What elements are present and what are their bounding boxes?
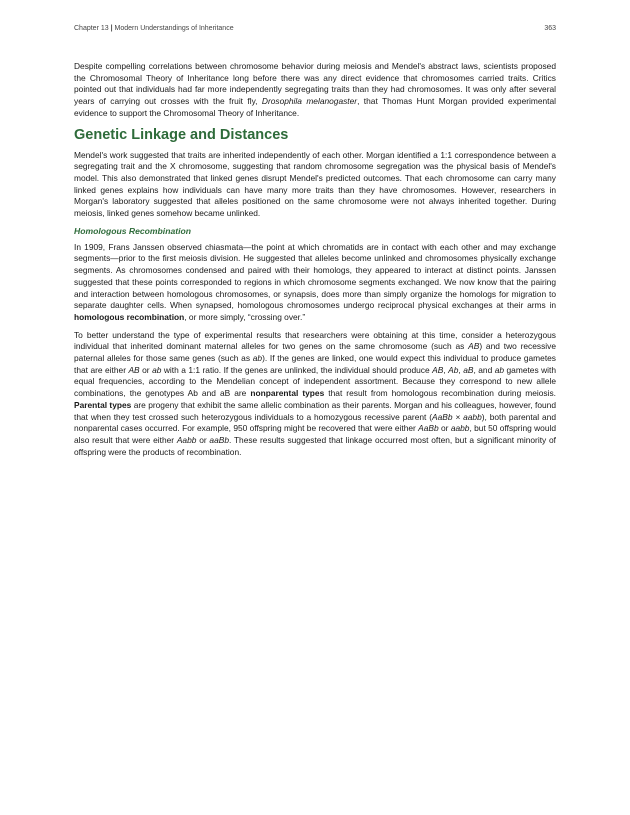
genotype: AB bbox=[128, 364, 140, 375]
genotype: ab bbox=[494, 364, 505, 375]
page-content bbox=[74, 61, 556, 464]
experimental-results-paragraph: To better understand the type of experimental results that researchers were obtaining at this time, consider a heterozygous individual that inherited dominant maternal alleles for two genes on the same chromosome (such as AB) and two recessive paternal alleles for those same genes (such as ab). If the genes are linked, one would expect this individual to produce gametes that are either AB or ab with a 1:1 ratio. If the genes are unlinked, the individual should produce AB, Ab, aB, and ab gametes with equal frequencies, according to the Mendelian concept of independent assortment. Because they correspond to new allele combinations, the genotypes Ab and aB are nonparental types that result from homologous recombination during meiosis. Parental types are progeny that exhibit the same allelic combination as their parents. Morgan and his colleagues, however, found that when they test crossed such heterozygous individuals to a homozygous recessive parent (AaBb × aabb), both parental and nonparental cases occurred. For example, 950 offspring might be recovered that were either AaBb or aabb, but 50 offspring would also result that were either Aabb or aaBb. These results suggested that linkage occurred most often, but a significant minority of offspring were the products of recombination. bbox=[74, 329, 557, 457]
page-number: 363 bbox=[544, 25, 556, 32]
genotype: AB bbox=[468, 341, 480, 352]
key-term-parental-types: Parental types bbox=[74, 399, 132, 410]
linkage-paragraph: Mendel's work suggested that traits are inherited independently of each other. Morgan identified a 1:1 correspondence between a segregating trait and the X chromosome, suggesting that random chromosome segregation was the physical basis of Mendel's model. This also demonstrated that linked genes disrupt Mendel's predicted outcomes. That each chromosome can carry many linked genes explains how individuals can have many more traits than they have chromosomes. However, researchers in Morgan's laboratory suggested that alleles positioned on the same chromosome were not always inherited together. During meiosis, linked genes somehow became unlinked. bbox=[74, 149, 556, 219]
running-header bbox=[74, 25, 556, 37]
test-cross: AaBb × aabb bbox=[432, 411, 482, 422]
intro-paragraph: Despite compelling correlations between chromosome behavior during meiosis and Mendel's abstract laws, scientists proposed the Chromosomal Theory of Inheritance long before there was any direct evidence that chromosomes carried traits. Critics pointed out that individuals had far more independently segregating traits than they had chromosomes. It was only after several years of carrying out crosses with the fruit fly, Drosophila melanogaster, that Thomas Hunt Morgan provided experimental evidence to support the Chromosomal Theory of Inheritance. bbox=[74, 61, 557, 118]
genotype: ab bbox=[252, 353, 263, 364]
genotype: aabb bbox=[450, 423, 470, 434]
subsection-heading: Homologous Recombination bbox=[74, 225, 191, 236]
key-term-homologous-recombination: homologous recombination bbox=[74, 311, 185, 322]
genotype: Aabb bbox=[176, 434, 197, 445]
genotype: aaBb bbox=[209, 434, 229, 445]
genotype: AB bbox=[432, 364, 444, 375]
genotype: Ab bbox=[448, 364, 459, 375]
chapter-title: Modern Understandings of Inheritance bbox=[114, 25, 234, 32]
section-heading: Genetic Linkage and Distances bbox=[74, 126, 289, 143]
recombination-paragraph: In 1909, Frans Janssen observed chiasmata—the point at which chromatids are in contact with each other and may exchange segments—prior to the first meiosis division. He suggested that alleles become unlinked and chromosomes physically exchange segments. As chromosomes condensed and paired with their homologs, they appeared to interact at distinct points. Janssen suggested that these points corresponded to regions in which chromosome segments exchanged. We now know that the pairing and interaction between homologous chromosomes, or synapsis, does more than simply organize the homologs for migration to separate daughter cells. When synapsed, homologous chromosomes undergo reciprocal physical exchanges at their arms in homologous recombination, or more simply, “crossing over.” bbox=[74, 241, 556, 322]
genotype: AaBb bbox=[418, 423, 439, 434]
header-separator: | bbox=[110, 25, 113, 32]
genotype: ab bbox=[152, 364, 162, 375]
chapter-number: Chapter 13 bbox=[74, 25, 109, 32]
genotype: aB bbox=[463, 364, 474, 375]
chapter-label bbox=[74, 25, 234, 32]
species-name: Drosophila melanogaster bbox=[261, 96, 358, 107]
key-term-nonparental-types: nonparental types bbox=[250, 388, 325, 399]
